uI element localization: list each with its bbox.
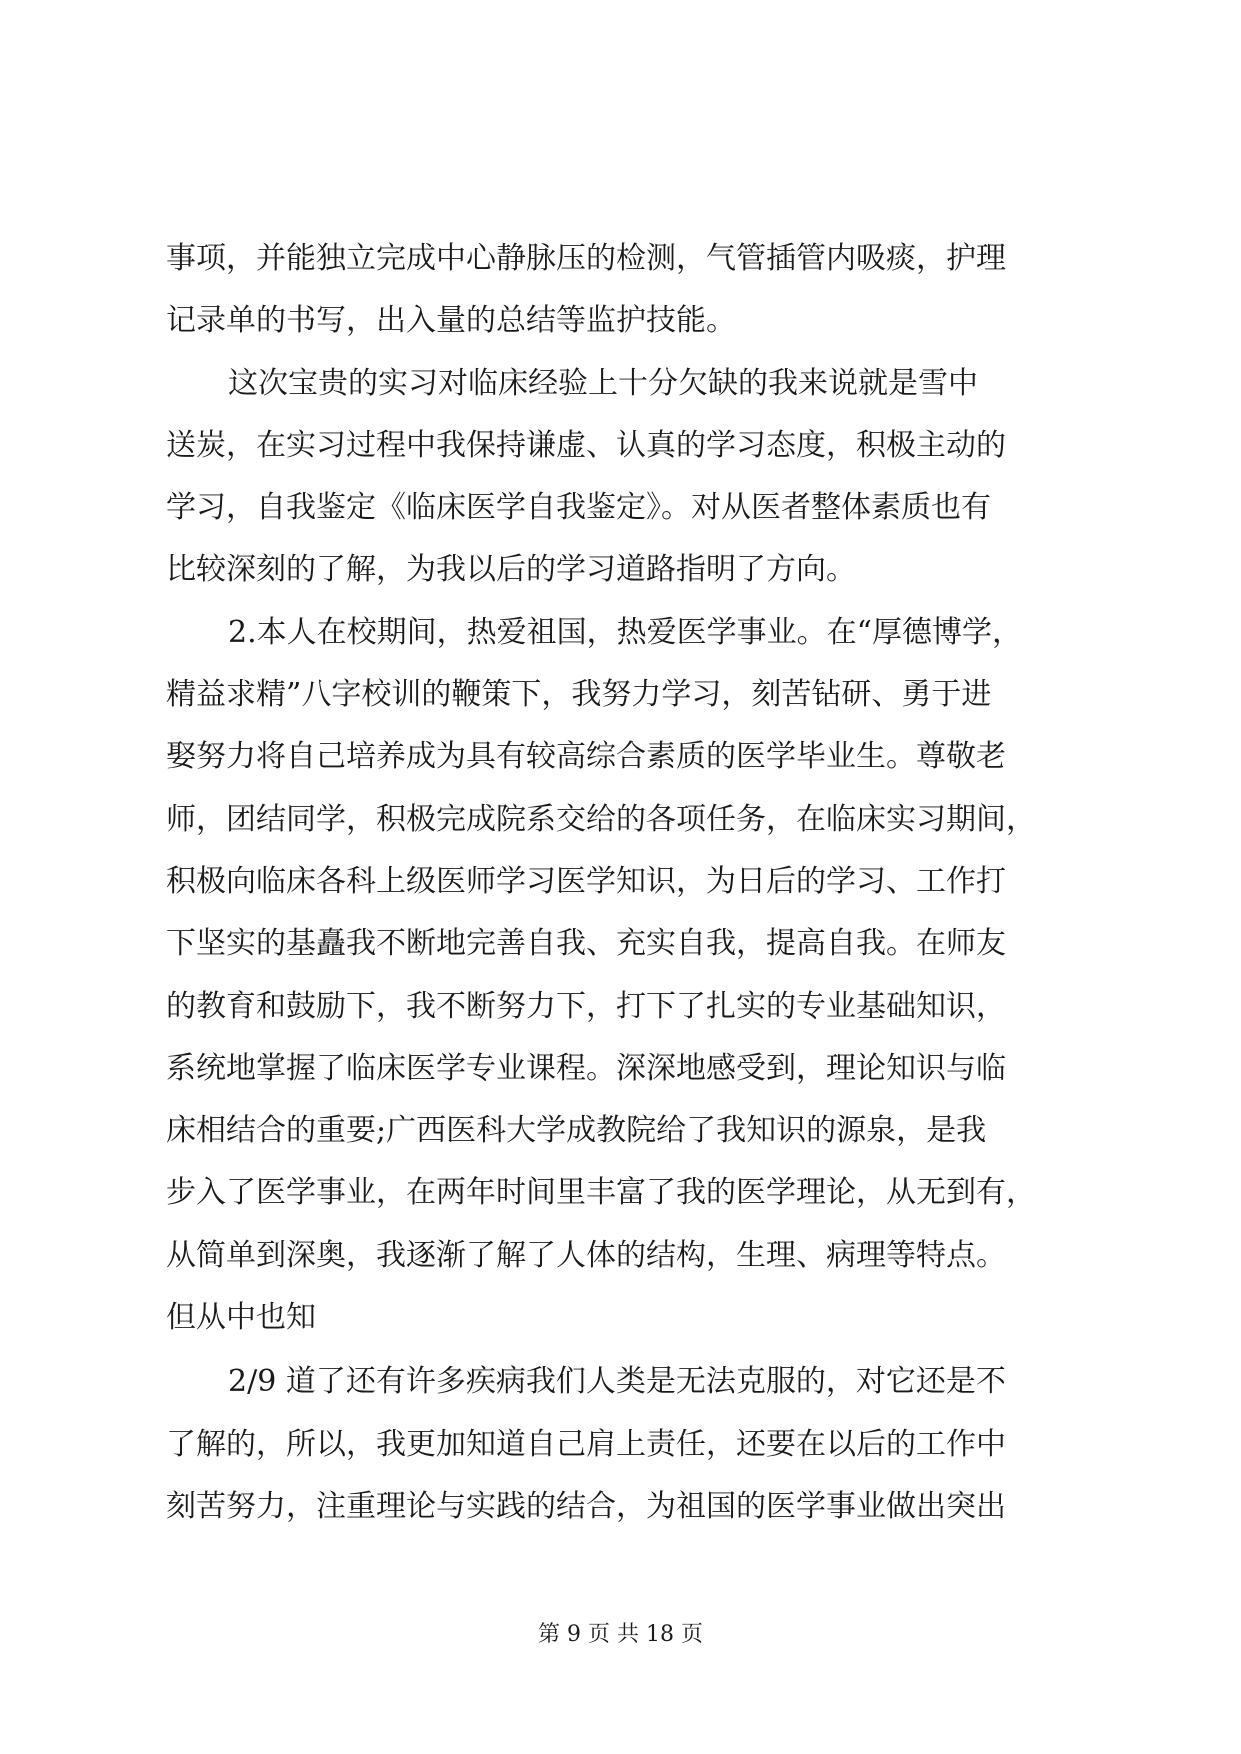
text-line: 系统地掌握了临床医学专业课程。深深地感受到，理论知识与临 [166,1050,1006,1086]
text-line: 步入了医学事业，在两年时间里丰富了我的医学理论，从无到有， [166,1175,1036,1211]
document-body [166,228,1084,1538]
text-line: 娶努力将自己培养成为具有较高综合素质的医学毕业生。尊敬老 [166,739,1006,775]
text-line: 这次宝贵的实习对临床经验上十分欠缺的我来说就是雪中 [228,365,978,401]
text-line: 下坚实的基矗我不断地完善自我、充实自我，提高自我。在师友 [166,926,1006,962]
text-line: 事项，并能独立完成中心静脉压的检测，气管插管内吸痰，护理 [166,241,1006,276]
text-line: 从简单到深奥，我逐渐了解了人体的结构，生理、病理等特点。 [166,1237,1006,1273]
text-line: 学习，自我鉴定《临床医学自我鉴定》。对从医者整体素质也有 [166,490,991,526]
text-line: 床相结合的重要;广西医科大学成教院给了我知识的源泉，是我 [166,1113,987,1149]
text-line: 精益求精”八字校训的鞭策下，我努力学习，刻苦钻研、勇于进 [166,677,992,713]
text-line: 的教育和鼓励下，我不断努力下，打下了扎实的专业基础知识， [166,988,1006,1024]
page-number-footer: 第 9 页 共 18 页 [538,1622,703,1647]
text-line: 2/9 道了还有许多疾病我们人类是无法克服的，对它还是不 [228,1364,1006,1400]
text-line: 送炭，在实习过程中我保持谦虚、认真的学习态度，积极主动的 [166,427,1006,463]
text-line: 但从中也知 [166,1300,316,1336]
text-line: 积极向临床各科上级医师学习医学知识，为日后的学习、工作打 [166,863,1006,899]
text-line: 比较深刻的了解，为我以后的学习道路指明了方向。 [166,552,856,588]
text-line: 刻苦努力，注重理论与实践的结合，为祖国的医学事业做出突出 [166,1488,1006,1524]
text-line: 记录单的书写，出入量的总结等监护技能。 [166,303,736,339]
text-line: 了解的，所以，我更加知道自己肩上责任，还要在以后的工作中 [166,1426,1006,1462]
text-line: 师，团结同学，积极完成院系交给的各项任务，在临床实习期间， [166,801,1036,837]
text-line: 2.本人在校期间，热爱祖国，热爱医学事业。在“厚德博学， [228,614,1022,650]
